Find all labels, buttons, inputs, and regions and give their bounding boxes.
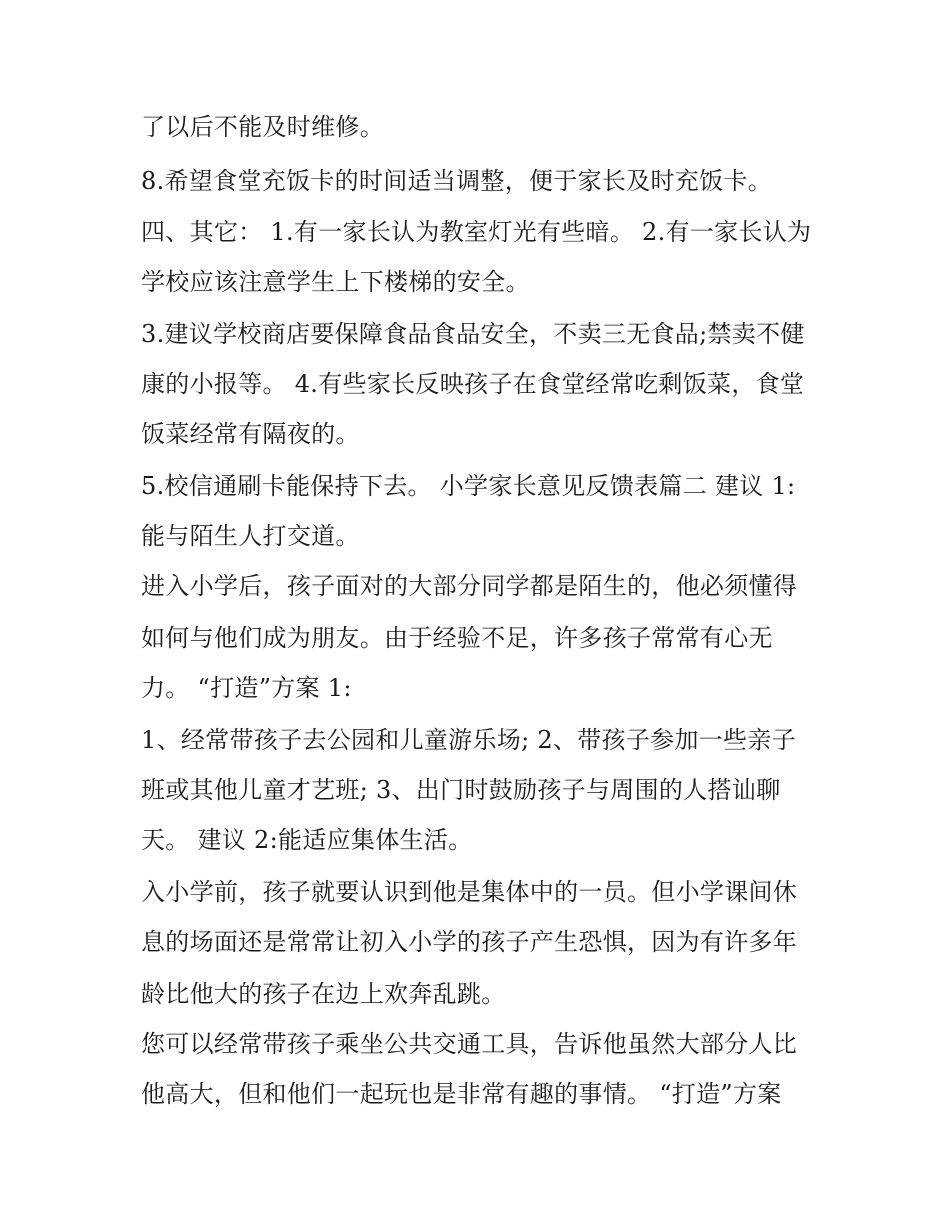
text-line: 天。 建议 2:能适应集体生活。 [141,826,473,854]
text-line: 学校应该注意学生上下楼梯的安全。 [141,268,530,296]
text-line: 他高大，但和他们一起玩也是非常有趣的事情。 “打造”方案 [141,1080,782,1108]
text-line: 四、其它： 1.有一家长认为教室灯光有些暗。 2.有一家长认为 [141,218,812,246]
text-line: 入小学前，孩子就要认识到他是集体中的一员。但小学课间休 [141,878,798,906]
text-line: 饭菜经常有隔夜的。 [141,420,360,448]
text-line: 1、经常带孩子去公园和儿童游乐场; 2、带孩子参加一些亲子 [141,726,796,754]
text-line: 力。 “打造”方案 1: [141,674,352,702]
text-line: 康的小报等。 4.有些家长反映孩子在食堂经常吃剩饭菜，食堂 [141,370,805,398]
text-line: 如何与他们成为朋友。由于经验不足，许多孩子常常有心无 [141,624,773,652]
text-line: 了以后不能及时维修。 [141,113,384,141]
text-line: 您可以经常带孩子乘坐公共交通工具，告诉他虽然大部分人比 [141,1030,798,1058]
text-line: 3.建议学校商店要保障食品食品安全，不卖三无食品;禁卖不健 [141,320,805,348]
text-line: 5.校信通刷卡能保持下去。 小学家长意见反馈表篇二 建议 1: [141,472,796,500]
text-line: 班或其他儿童才艺班; 3、出门时鼓励孩子与周围的人搭讪聊 [141,776,781,804]
text-line: 进入小学后，孩子面对的大部分同学都是陌生的，他必须懂得 [141,572,798,600]
text-line: 息的场面还是常常让初入小学的孩子产生恐惧，因为有许多年 [141,928,798,956]
text-line: 能与陌生人打交道。 [141,522,360,550]
text-line: 龄比他大的孩子在边上欢奔乱跳。 [141,980,506,1008]
text-line: 8.希望食堂充饭卡的时间适当调整，便于家长及时充饭卡。 [141,167,772,195]
